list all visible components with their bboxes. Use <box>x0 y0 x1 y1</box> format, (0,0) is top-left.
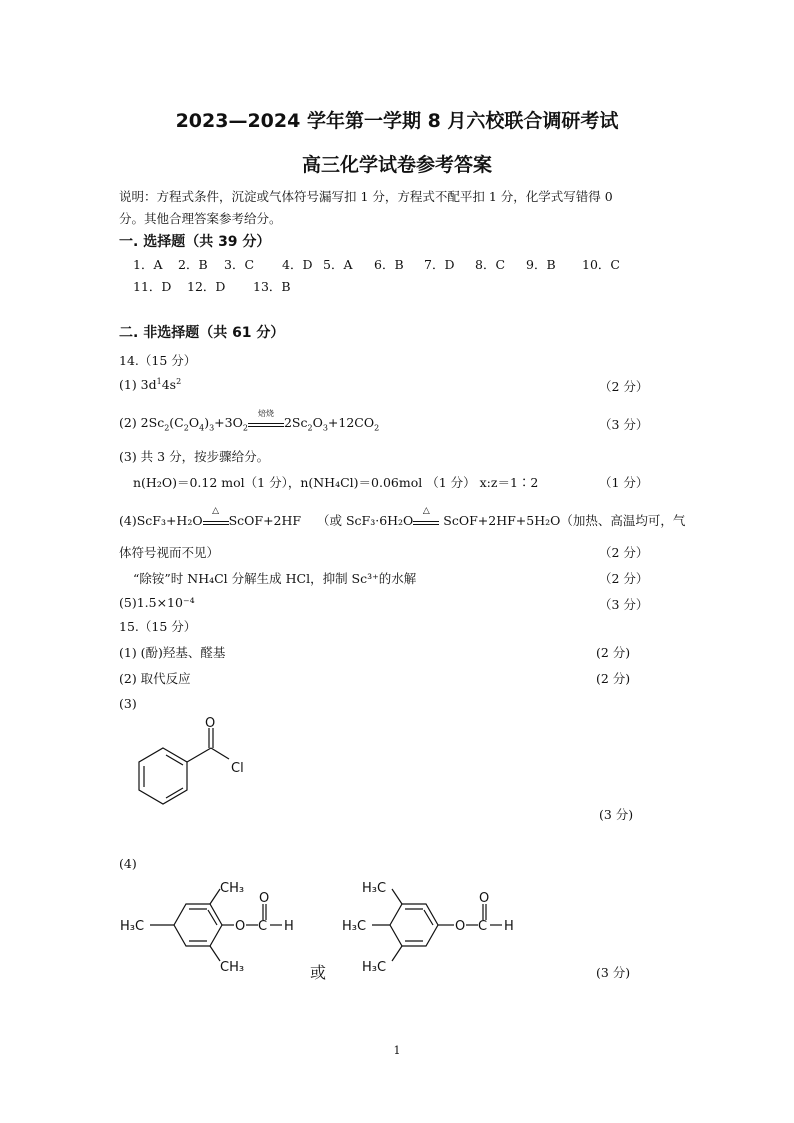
methyl-label: H₃C <box>342 919 367 934</box>
q15-part2-score: (2 分) <box>596 671 631 686</box>
q15-header: 15.（15 分） <box>119 619 197 634</box>
mc-answer: 1．A <box>133 257 163 272</box>
exam-subtitle: 高三化学试卷参考答案 <box>301 154 492 176</box>
mc-answer: 5．A <box>323 257 353 272</box>
mc-answers-row-1 <box>133 255 620 273</box>
q15-part1-text: (1) (酚)羟基、醛基 <box>119 645 226 660</box>
benzene-ring <box>390 904 438 946</box>
oxygen-label: O <box>479 891 490 906</box>
q14-part4b-text: “除铵”时 NH₄Cl 分解生成 HCl，抑制 Sc³⁺的水解 <box>133 571 417 586</box>
mc-answer: 7．D <box>424 257 455 272</box>
methyl-label: CH₃ <box>220 881 245 896</box>
hydrogen-label: H <box>284 919 294 934</box>
methyl-label: CH₃ <box>220 960 245 975</box>
q14-part2-equation: (2) $2Sc_2(C_2O_4)_3+3O_2$ 焙烧 $2Sc_2O_3+12CO_2$ <box>119 408 380 433</box>
q15-part1-score: (2 分) <box>596 645 631 660</box>
reaction-condition-arrow: 焙烧 <box>248 417 284 431</box>
mc-answer: 10．C <box>582 257 620 272</box>
page-number: 1 <box>393 1044 401 1057</box>
oxygen-label: O <box>205 716 216 731</box>
q14-part5-text: (5)1.5×10⁻⁴ <box>119 595 195 610</box>
q14-header: 14.（15 分） <box>119 353 197 368</box>
or-label: 或 <box>310 963 327 982</box>
mc-answer: 3．C <box>224 257 255 272</box>
methyl-label: H₃C <box>120 919 145 934</box>
q14-part4b-score: （2 分） <box>599 571 649 586</box>
benzene-ring <box>174 904 222 946</box>
q14-part1-score: （2 分） <box>599 379 649 394</box>
q15-part4-score: (3 分) <box>596 965 631 980</box>
q14-part3-detail: n(H₂O)＝0.12 mol（1 分），n(NH₄Cl)＝0.06mol （1 分） x:z＝1∶2 <box>133 475 539 490</box>
mc-answer: 8．C <box>475 257 506 272</box>
oxygen-label: O <box>455 919 466 934</box>
hydrogen-label: H <box>504 919 514 934</box>
note-line-1: 说明：方程式条件，沉淀或气体符号漏写扣 1 分，方程式不配平扣 1 分，化学式写错得 0 <box>119 189 613 204</box>
q14-part1: (1) $3d^14s^2$ <box>119 377 182 393</box>
exam-title: 2023—2024 学年第一学期 8 月六校联合调研考试 <box>175 110 619 132</box>
methyl-label: H₃C <box>362 881 387 896</box>
carbon-label: C <box>478 919 488 934</box>
q15-part4-label: (4) <box>119 856 137 871</box>
q15-part2-text: (2) 取代反应 <box>119 671 191 686</box>
mc-answer: 9．B <box>526 257 556 272</box>
q15-part3-score: (3 分) <box>599 807 634 822</box>
q14-part5-score: （3 分） <box>599 597 649 612</box>
mc-answer: 4．D <box>282 257 313 272</box>
mc-answer: 2．B <box>178 257 208 272</box>
oxygen-label: O <box>235 919 246 934</box>
section-1-heading: 一. 选择题（共 39 分） <box>119 234 271 250</box>
q14-part4-score: （2 分） <box>599 545 649 560</box>
note-line-2: 分。其他合理答案参考给分。 <box>119 211 282 226</box>
carbon-label: C <box>258 919 268 934</box>
q14-part4-equation: (4)ScF₃+H₂O △ ScOF+2HF （或 ScF₃·6H₂O △ ScOF+2HF+5H₂O（加热、高温均可，气 <box>119 505 686 528</box>
mc-answers-row-2 <box>133 277 291 295</box>
q14-part3-line: (3) 共 3 分，按步骤给分。 <box>119 449 270 464</box>
chlorine-label: Cl <box>231 761 244 776</box>
q14-part4-line2: 体符号视而不见） <box>119 545 220 560</box>
mc-answer: 6．B <box>374 257 404 272</box>
heat-condition-arrow: △ <box>203 515 229 529</box>
section-2-heading: 二. 非选择题（共 61 分） <box>119 325 285 341</box>
benzene-ring <box>139 748 187 804</box>
methyl-label: H₃C <box>362 960 387 975</box>
trimethylphenyl-formate-structure-a <box>118 872 308 982</box>
mc-answer: 11．D <box>133 279 172 294</box>
q14-part3-score: （1 分） <box>599 475 649 490</box>
benzoyl-chloride-structure <box>125 715 265 815</box>
oxygen-label: O <box>259 891 270 906</box>
q14-part2-score: （3 分） <box>599 417 649 432</box>
mc-answer: 12．D <box>187 279 226 294</box>
trimethylphenyl-formate-structure-b <box>340 872 540 982</box>
mc-answer: 13．B <box>253 279 291 294</box>
heat-condition-arrow: △ <box>413 515 439 529</box>
q15-part3-label: (3) <box>119 696 137 711</box>
